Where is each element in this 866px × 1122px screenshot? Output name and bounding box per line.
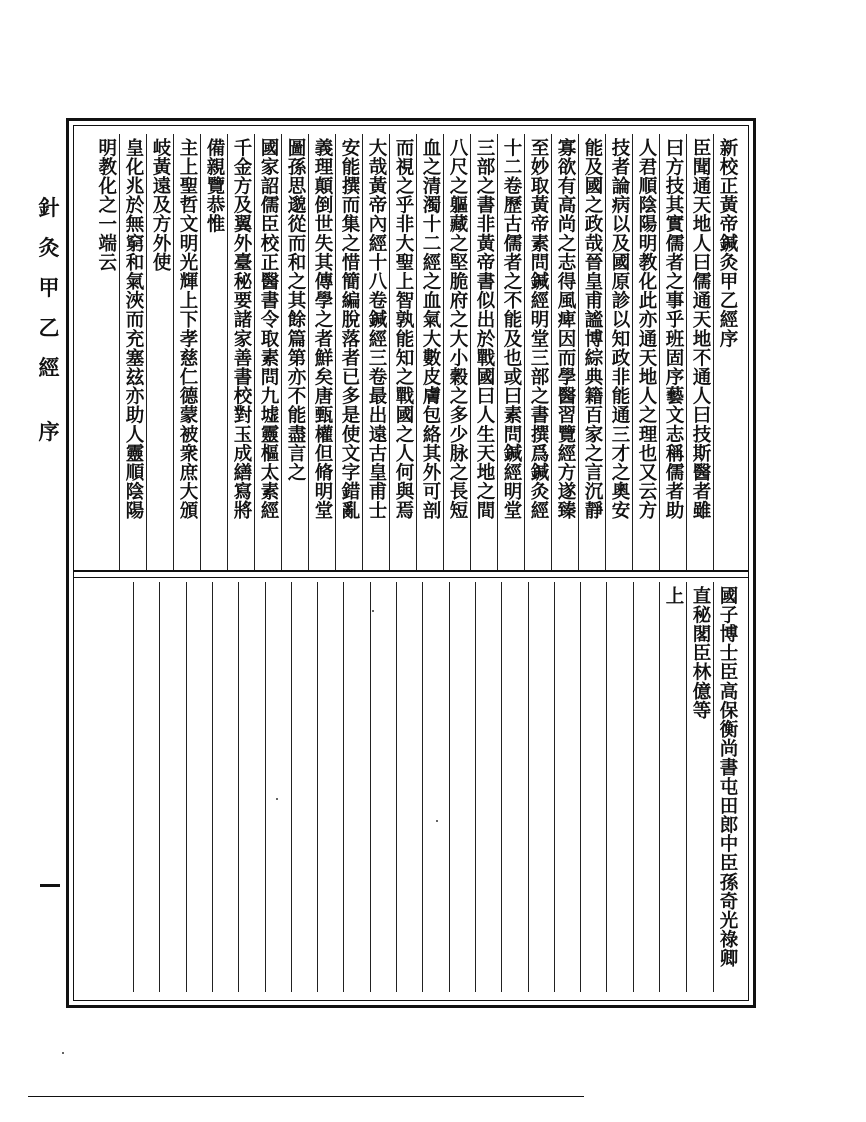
text-column — [554, 582, 580, 992]
text-column — [317, 582, 343, 992]
text-column — [551, 134, 578, 570]
scan-speck — [62, 1052, 64, 1054]
text-column — [449, 582, 475, 992]
text-column — [443, 134, 470, 570]
page-frame — [66, 118, 756, 1008]
text-column — [362, 134, 389, 570]
preface-columns — [82, 134, 740, 570]
spine-char: 乙 — [38, 315, 60, 340]
credits-columns — [82, 582, 740, 992]
spine-rule — [40, 884, 60, 887]
spine-char: 序 — [38, 419, 60, 444]
text-column — [119, 134, 146, 570]
spine-char: 針 — [38, 195, 60, 220]
column-text: 至妙取黃帝素問鍼經明堂三部之書撰爲鍼灸經 — [528, 138, 549, 520]
text-column — [281, 134, 308, 570]
text-column — [133, 582, 159, 992]
column-text: 曰方技其實儒者之事乎班固序藝文志稱儒者助 — [663, 138, 684, 520]
spine-char: 灸 — [38, 235, 60, 260]
column-text: 技者論病以及國原診以知政非能通三才之奧安 — [609, 138, 630, 520]
text-column — [632, 134, 659, 570]
text-column — [200, 134, 227, 570]
column-text: 十二卷歷古儒者之不能及也或曰素問鍼經明堂 — [501, 138, 522, 520]
text-column — [605, 134, 632, 570]
scan-speck — [436, 820, 438, 822]
text-column — [713, 582, 740, 992]
text-column — [238, 582, 264, 992]
text-column — [173, 134, 200, 570]
text-column — [501, 582, 527, 992]
column-text: 圖孫思邈從而和之其餘篇第亦不能盡言之 — [285, 138, 306, 482]
text-column — [578, 134, 605, 570]
scan-edge-rule — [28, 1096, 584, 1097]
text-column — [335, 134, 362, 570]
text-column — [422, 582, 448, 992]
column-text: 明教化之一端云 — [95, 138, 117, 272]
text-column — [524, 134, 551, 570]
text-column — [389, 134, 416, 570]
text-column — [396, 582, 422, 992]
text-column — [528, 582, 554, 992]
column-text: 岐黃遠及方外使 — [150, 138, 171, 272]
column-text: 人君順陰陽明教化此亦通天地人之理也又云方 — [636, 138, 657, 520]
text-column — [343, 582, 369, 992]
text-column — [186, 582, 212, 992]
column-text: 主上聖哲文明光輝上下孝慈仁德蒙被衆庶大頒 — [177, 138, 198, 520]
spine-char: 甲 — [38, 275, 60, 300]
column-text: 備親覽恭惟 — [204, 138, 225, 234]
text-column — [686, 582, 713, 992]
text-column — [416, 134, 443, 570]
text-column — [633, 582, 659, 992]
column-text: 直秘閣臣林億等 — [690, 586, 711, 720]
text-column — [93, 134, 119, 570]
text-column — [580, 582, 606, 992]
text-column — [159, 582, 185, 992]
text-column — [606, 582, 632, 992]
text-column — [659, 582, 686, 992]
column-text: 血之清濁十二經之血氣大數皮膚包絡其外可剖 — [420, 138, 441, 520]
text-column — [370, 582, 396, 992]
inner-border — [73, 125, 749, 1001]
column-text: 而視之乎非大聖上智孰能知之戰國之人何與焉 — [393, 138, 414, 520]
column-text: 上 — [663, 586, 684, 606]
text-column — [107, 582, 133, 992]
column-text: 國家詔儒臣校正醫書令取素問九墟靈樞太素經 — [258, 138, 279, 520]
text-column — [308, 134, 335, 570]
spine-char: 經 — [38, 355, 60, 380]
text-column — [254, 134, 281, 570]
column-text: 能及國之政哉晉皇甫謐博綜典籍百家之言沉靜 — [582, 138, 603, 520]
column-text: 皇化兆於無窮和氣浹而充塞玆亦助人靈順陰陽 — [123, 138, 144, 520]
column-text: 臣聞通天地人曰儒通天地不通人曰技斯醫者雖 — [690, 138, 711, 520]
column-text: 國子博士臣高保衡尚書屯田郎中臣孫奇光祿卿 — [717, 586, 738, 968]
column-text: 大哉黃帝內經十八卷鍼經三卷最出遠古皇甫士 — [366, 138, 387, 520]
text-column — [291, 582, 317, 992]
text-column — [146, 134, 173, 570]
column-text: 義理顛倒世失其傳學之者鮮矣唐甄權但脩明堂 — [312, 138, 333, 520]
column-text: 安能撰而集之惜簡編脫落者已多是使文字錯亂 — [339, 138, 360, 520]
column-text: 千金方及翼外臺秘要諸家善書校對玉成繕寫將 — [231, 138, 252, 520]
scan-speck — [372, 610, 374, 612]
column-text: 八尺之軀藏之堅脆府之大小穀之多少脉之長短 — [447, 138, 468, 520]
text-column — [497, 134, 524, 570]
column-text: 三部之書非黃帝書似出於戰國曰人生天地之間 — [474, 138, 495, 520]
text-column — [686, 134, 713, 570]
text-column — [475, 582, 501, 992]
text-column — [470, 134, 497, 570]
text-column — [265, 582, 291, 992]
text-column — [659, 134, 686, 570]
text-column — [713, 134, 740, 570]
column-text: 新校正黃帝鍼灸甲乙經序 — [717, 138, 738, 349]
text-column — [227, 134, 254, 570]
scan-speck — [276, 798, 278, 800]
half-divider — [74, 570, 748, 578]
spine-title — [36, 188, 62, 452]
text-column — [212, 582, 238, 992]
column-text: 寡欲有高尚之志得風痺因而學醫習覽經方遂臻 — [555, 138, 576, 520]
